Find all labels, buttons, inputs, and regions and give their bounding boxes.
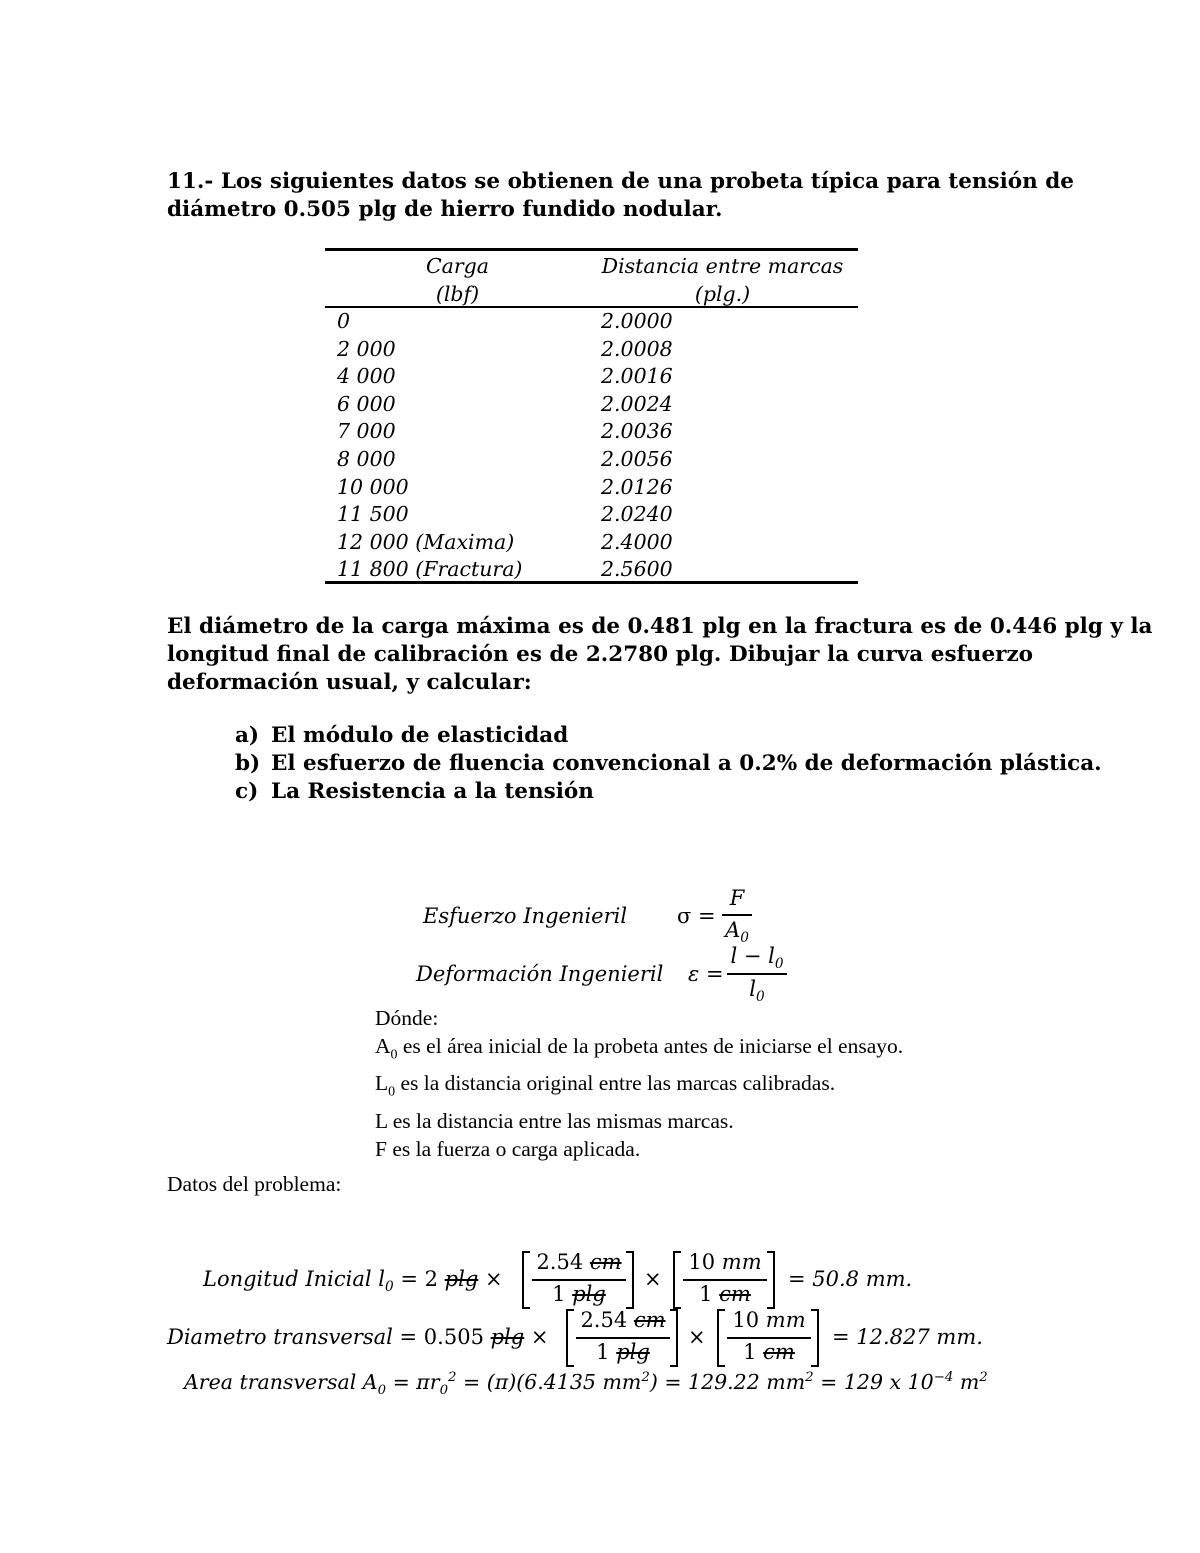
sub-zero: 0 [385,1279,394,1296]
strain-denominator [727,977,787,1005]
table-cell-distancia: 2.0008 [601,336,673,361]
sub-zero: 0 [439,1383,449,1399]
l0-symbol: L [375,1071,389,1096]
frac-num [532,1250,626,1274]
plg-cancelled: plg [490,1325,525,1349]
sigma-equals: σ = [677,904,716,928]
l0-result: = 50.8 mm. [788,1267,913,1291]
l0-frac-1 [532,1250,626,1310]
strain-symbol [688,962,724,986]
d-calc-left [167,1325,549,1349]
num-value: 2.54 [580,1308,634,1332]
problem-line-1: 11.- Los siguientes datos se obtienen de una probeta típica para tensión de [167,169,1074,194]
times-sign: × [644,1267,662,1291]
sub-zero: 0 [388,1084,396,1100]
times-sign: × [688,1325,706,1349]
sub-zero: 0 [390,1047,398,1063]
cm-cancelled: cm [589,1250,622,1274]
table-cell-carga: 12 000 (Maxima) [337,529,515,554]
a0-symbol: A [375,1034,391,1058]
d-frac-1 [576,1308,670,1368]
task-text: El esfuerzo de fluencia convencional a 0.2% de deformación plástica. [271,751,1102,776]
den-a: A [725,918,741,942]
definition-f: F es la fuerza o carga aplicada. [375,1136,641,1161]
problem-statement [167,168,1074,224]
strain-label: Deformación Ingenieril [416,962,664,986]
plg-cancelled: plg [572,1282,606,1306]
area-calc [184,1370,988,1398]
frac-den [727,1340,811,1364]
epsilon-equals: ε = [688,962,724,986]
den-l: l [749,977,757,1001]
table-cell-carga: 11 500 [337,502,409,527]
stress-denominator [722,918,752,946]
task-list [235,722,1102,806]
header-carga-title: Carga [425,254,490,278]
stress-label: Esfuerzo Ingenieril [423,904,628,928]
table-cell-distancia: 2.4000 [601,529,673,554]
statement-line-1: El diámetro de la carga máxima es de 0.481 plg en la fractura es de 0.446 plg y la [167,614,1153,639]
task-label: c) [235,779,259,804]
den-value: 1 [596,1340,617,1364]
fraction-bar [576,1337,670,1339]
frac-den [532,1282,626,1306]
den-value: 1 [699,1282,720,1306]
frac-den [683,1282,767,1306]
sup-two: 2 [448,1370,457,1386]
statement-paragraph [167,613,1153,697]
mm-unit: mm [721,1250,762,1274]
table-header-rule [325,306,858,308]
sub-zero: 0 [740,930,749,947]
area-label: Area transversal A [184,1370,378,1394]
sup-exponent: −4 [933,1370,954,1386]
frac-num [727,1308,811,1332]
definition-a0 [375,1032,903,1069]
l0-label: Longitud Inicial l [203,1267,385,1291]
bracket-right [767,1251,775,1309]
a0-text: es el área inicial de la probeta antes de iniciarse el ensayo. [397,1034,904,1058]
table-bottom-rule [325,581,858,584]
bracket-right [811,1309,819,1367]
table-cell-carga: 11 800 (Fractura) [337,557,523,582]
table-cell-distancia: 2.0036 [601,419,673,444]
d-frac-2 [727,1308,811,1368]
d-eq: = 0.505 [392,1325,491,1349]
stress-symbol [677,904,716,928]
task-label: a) [235,723,260,748]
num-l-minus-l: l − l [730,944,775,968]
num-value: 10 [732,1308,766,1332]
table-cell-carga: 0 [337,309,351,333]
header-distancia-unit: (plg.) [694,282,751,306]
definition-l: L es la distancia entre las mismas marcas. [375,1108,734,1133]
table-cell-distancia: 2.0000 [601,309,673,333]
table-top-rule [325,248,858,251]
stress-numerator: F [729,886,745,910]
bracket-right [670,1309,678,1367]
area-pi-r: = πr [386,1370,440,1394]
header-carga-unit: (lbf) [435,282,480,306]
fraction-bar [722,914,752,916]
den-value: 1 [743,1340,764,1364]
table-cell-carga: 2 000 [337,336,396,361]
stress-formula-label [423,904,627,928]
sup-two: 2 [805,1370,814,1386]
bracket-left [717,1309,725,1367]
sup-two: 2 [979,1370,988,1386]
l0-text: es la distancia original entre las marcas calibradas. [395,1071,836,1096]
strain-fraction [727,944,787,1006]
statement-line-2: longitud final de calibración es de 2.2780 plg. Dibujar la curva esfuerzo [167,642,1033,667]
bracket-right [626,1251,634,1309]
definition-l0 [375,1069,903,1106]
frac-num [683,1250,767,1274]
frac-num [576,1308,670,1332]
cm-cancelled: cm [633,1308,666,1332]
den-value: 1 [552,1282,573,1306]
table-cell-carga: 7 000 [337,419,396,444]
task-text: El módulo de elasticidad [271,723,569,748]
problem-line-2: diámetro 0.505 plg de hierro fundido nodular. [167,197,723,222]
cm-cancelled: cm [719,1282,751,1306]
bracket-left [566,1309,574,1367]
strain-formula-label [416,962,663,986]
num-value: 10 [688,1250,722,1274]
definitions [375,1004,903,1163]
table-cell-carga: 8 000 [337,447,396,471]
table-cell-distancia: 2.0016 [601,364,673,389]
sub-zero: 0 [774,956,784,973]
table-cell-distancia: 2.5600 [601,557,673,582]
table-cell-distancia: 2.0126 [601,474,673,499]
d-result: = 12.827 mm. [832,1325,983,1349]
times-sign: × [530,1325,549,1349]
table-cell-carga: 10 000 [337,474,409,499]
table-cell-distancia: 2.0024 [601,391,673,416]
task-label: b) [235,751,261,776]
bracket-left [673,1251,681,1309]
statement-line-3: deformación usual, y calcular: [167,670,532,695]
fraction-bar [727,1337,811,1339]
table-cell-carga: 6 000 [337,391,396,416]
definitions-title: Dónde: [375,1006,439,1030]
datos-title: Datos del problema: [167,1172,342,1196]
task-text: La Resistencia a la tensión [271,779,594,804]
frac-den [576,1340,670,1364]
fraction-bar [532,1279,626,1281]
sub-zero: 0 [756,989,765,1006]
sub-zero: 0 [377,1383,387,1399]
area-mm2: ) = 129.22 mm [649,1370,806,1394]
sup-two: 2 [641,1370,650,1386]
l0-frac-2 [683,1250,767,1310]
table-cell-distancia: 2.0240 [601,502,673,527]
area-substitution: = (π)(6.4135 mm [456,1370,642,1394]
table-cell-carga: 4 000 [337,364,396,389]
fraction-bar [683,1279,767,1281]
bracket-left [522,1251,530,1309]
mm-unit: mm [765,1308,806,1332]
num-value: 2.54 [536,1250,590,1274]
l0-calc-left [203,1267,503,1295]
cm-cancelled: cm [763,1340,795,1364]
area-scientific: = 129 x 10 [813,1370,934,1394]
plg-cancelled: plg [616,1340,650,1364]
area-m: m [953,1370,980,1394]
times-sign: × [484,1267,503,1291]
strain-numerator [727,944,787,972]
stress-fraction [722,886,752,946]
l0-eq: = 2 [393,1267,445,1291]
task-item-a [235,722,1102,750]
plg-cancelled: plg [444,1267,479,1291]
header-distancia-title: Distancia entre marcas [601,254,844,278]
header-distancia [595,252,850,308]
table-cell-distancia: 2.0056 [601,447,673,471]
header-carga [375,252,540,308]
task-item-b [235,750,1102,778]
d-label: Diametro transversal [167,1325,393,1349]
task-item-c [235,778,1102,806]
fraction-bar [727,973,787,975]
